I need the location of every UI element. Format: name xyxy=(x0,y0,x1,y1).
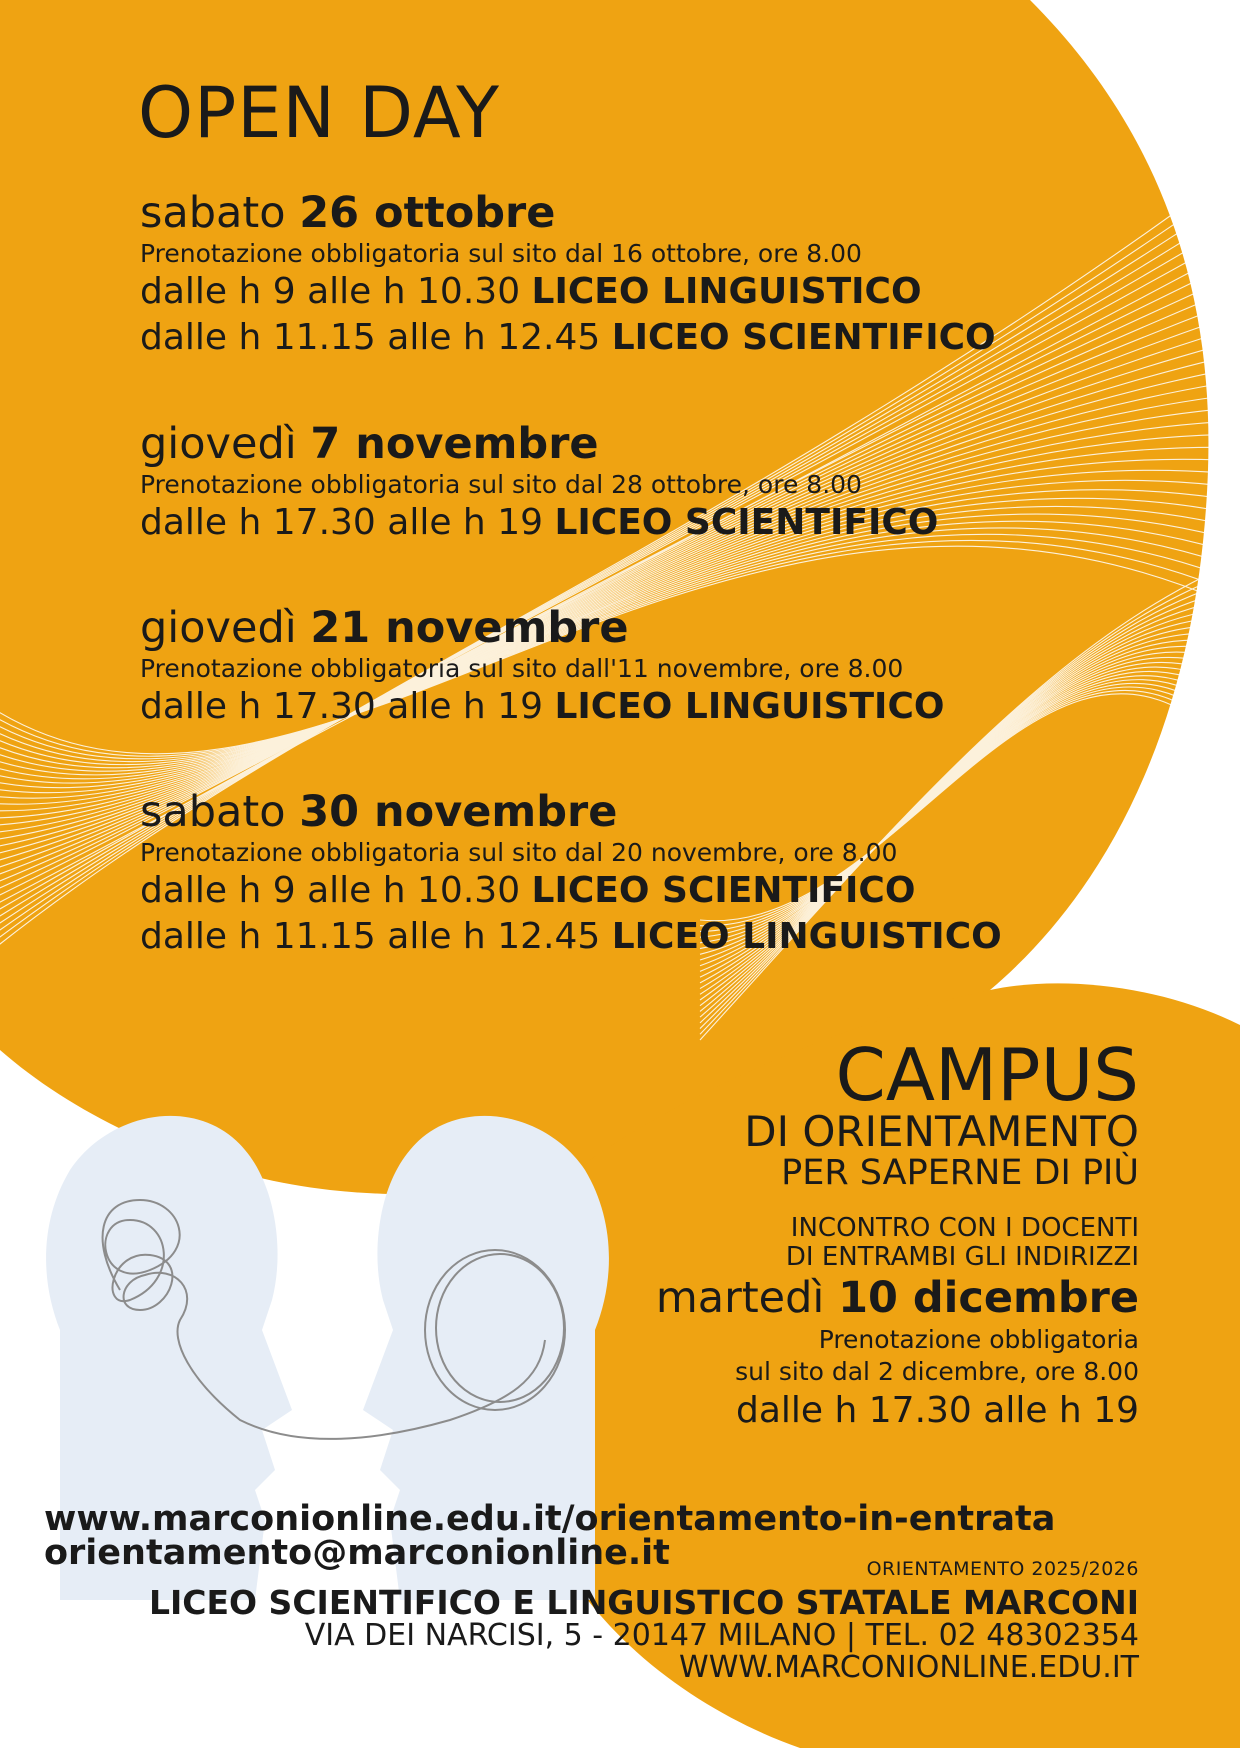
campus-date: 10 dicembre xyxy=(838,1273,1139,1323)
campus-meeting-line: DI ENTRAMBI GLI INDIRIZZI xyxy=(785,1242,1139,1272)
event-date: 30 novembre xyxy=(299,787,618,837)
campus-subtitle: PER SAPERNE DI PIÙ xyxy=(781,1153,1139,1193)
event-weekday: giovedì xyxy=(140,603,297,653)
slot-time: dalle h 9 alle h 10.30 xyxy=(140,271,532,312)
event-block xyxy=(140,187,996,361)
slot-time: dalle h 11.15 alle h 12.45 xyxy=(140,916,601,957)
slot-time: dalle h 17.30 alle h 19 xyxy=(140,502,543,543)
event-weekday: sabato xyxy=(140,188,286,238)
page-title: OPEN DAY xyxy=(138,72,501,154)
event-date: 26 ottobre xyxy=(299,188,556,238)
slot-school: LICEO LINGUISTICO xyxy=(531,271,922,312)
footer-school-name: LICEO SCIENTIFICO E LINGUISTICO STATALE MARCONI xyxy=(148,1583,1139,1622)
slot-school: LICEO LINGUISTICO xyxy=(554,686,945,727)
event-block xyxy=(140,786,1002,960)
slot-school: LICEO LINGUISTICO xyxy=(611,916,1002,957)
campus-time: dalle h 17.30 alle h 19 xyxy=(736,1390,1139,1431)
campus-meeting-line: INCONTRO CON I DOCENTI xyxy=(790,1213,1139,1243)
footer-year-label: ORIENTAMENTO 2025/2026 xyxy=(866,1558,1139,1580)
campus-block xyxy=(655,1033,1139,1434)
slot-school: LICEO SCIENTIFICO xyxy=(531,870,916,911)
event-date: 7 novembre xyxy=(310,419,599,469)
event-block xyxy=(140,418,938,546)
event-weekday: sabato xyxy=(140,787,286,837)
event-booking-note: Prenotazione obbligatoria sul sito dal 28 ottobre, ore 8.00 xyxy=(140,470,862,499)
slot-school: LICEO SCIENTIFICO xyxy=(611,317,996,358)
slot-school: LICEO SCIENTIFICO xyxy=(554,502,939,543)
footer-website-link[interactable]: WWW.MARCONIONLINE.EDU.IT xyxy=(679,1650,1139,1685)
footer-address: VIA DEI NARCISI, 5 - 20147 MILANO | TEL. 02 48302354 xyxy=(304,1618,1139,1653)
slot-time: dalle h 11.15 alle h 12.45 xyxy=(140,317,601,358)
event-booking-note: Prenotazione obbligatoria sul sito dall'11 novembre, ore 8.00 xyxy=(140,654,904,683)
campus-weekday: martedì xyxy=(655,1273,825,1323)
slot-time: dalle h 17.30 alle h 19 xyxy=(140,686,543,727)
event-booking-note: Prenotazione obbligatoria sul sito dal 16 ottobre, ore 8.00 xyxy=(140,239,862,268)
slot-time: dalle h 9 alle h 10.30 xyxy=(140,870,532,911)
orientation-url-link[interactable]: www.marconionline.edu.it/orientamento-in-entrata xyxy=(44,1499,1056,1539)
orientation-email-link[interactable]: orientamento@marconionline.it xyxy=(44,1533,670,1573)
event-booking-note: Prenotazione obbligatoria sul sito dal 20 novembre, ore 8.00 xyxy=(140,838,898,867)
campus-booking-note: Prenotazione obbligatoria xyxy=(818,1325,1139,1354)
event-date: 21 novembre xyxy=(310,603,629,653)
event-weekday: giovedì xyxy=(140,419,297,469)
event-block xyxy=(140,602,944,730)
footer xyxy=(149,1558,1139,1684)
campus-subtitle: DI ORIENTAMENTO xyxy=(744,1107,1139,1156)
campus-booking-note: sul sito dal 2 dicembre, ore 8.00 xyxy=(735,1357,1139,1386)
campus-title: CAMPUS xyxy=(835,1033,1139,1117)
